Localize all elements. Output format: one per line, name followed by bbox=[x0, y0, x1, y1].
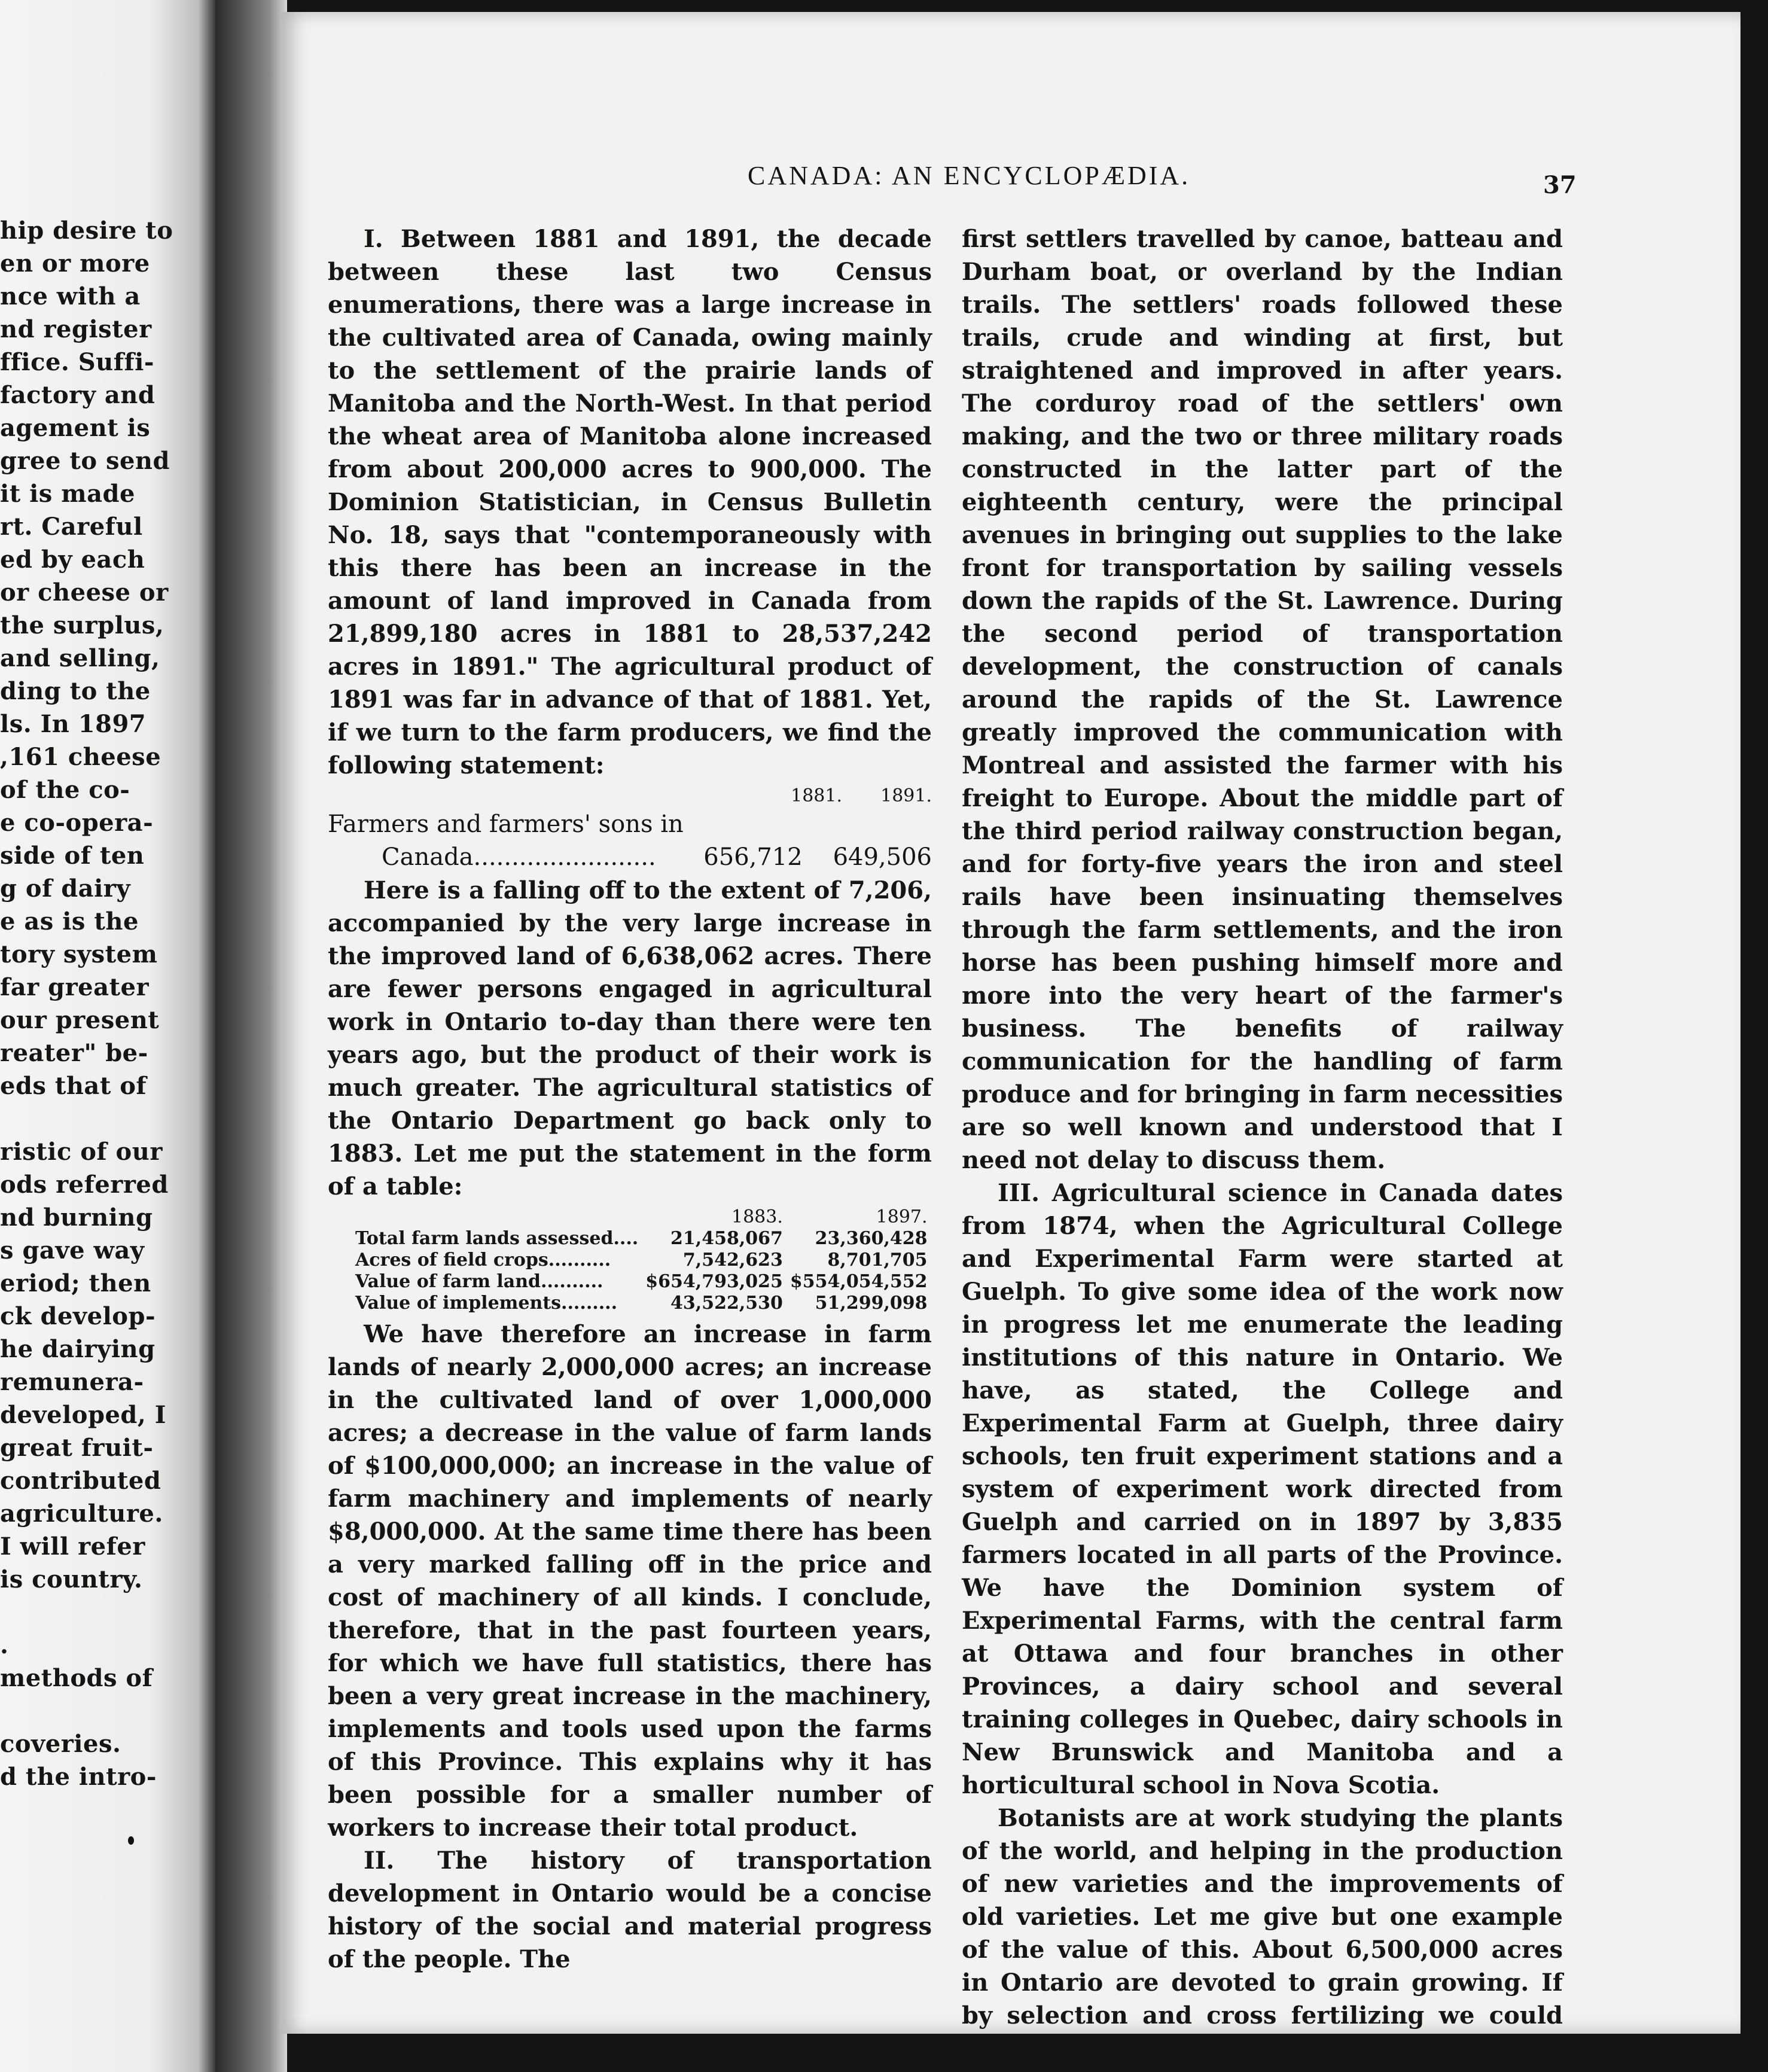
table-header-1883: 1883. bbox=[731, 1206, 783, 1227]
facing-page-line: methods of bbox=[0, 1664, 153, 1692]
facing-page-line: ck develop- bbox=[0, 1302, 156, 1330]
stat-label-line2: Canada........................ bbox=[382, 843, 656, 871]
facing-page-line: our present bbox=[0, 1006, 160, 1034]
facing-page-line: factory and bbox=[0, 381, 156, 409]
facing-page-line: great fruit- bbox=[0, 1434, 154, 1462]
paragraph-botanists: Botanists are at work studying the plants of the world, and helping in the production of new varieties and the improvements of old varieties. Let me give but one example of the value of this. About 6,500,000 acres in Ontario are devoted to grain growing. If by selection and cross fertilizing we could obtain seed grain bbox=[962, 1804, 1563, 2062]
facing-page-line: rt. Careful bbox=[0, 513, 143, 541]
book-gutter bbox=[215, 0, 287, 2072]
table-row bbox=[352, 1250, 931, 1271]
value-1897: $554,054,552 bbox=[789, 1271, 928, 1292]
table-row bbox=[352, 1228, 931, 1250]
paragraph-census-intro: I. Between 1881 and 1891, the decade between these last two Census enumerations, there was a large increase in the cultivated area of Canada, owing mainly to the settlement of the prairie lands of Manitoba and the North-West. In that period the wheat area of Manitoba alone increased from about 200,000 acres to 900,000. The Dominion Statistician, in Census Bulletin No. 18, says that "contemporaneously with this there has been an increase in the amount of land improved in Canada from 21,899,180 acres in 1881 to 28,537,242 acres in 1891." The agricultural product of 1891 was far in advance of that of 1881. Yet, if we turn to the farm producers, we find the following statement: bbox=[328, 225, 932, 779]
stat-year-1881: 1881. bbox=[791, 785, 842, 806]
table-header-blank bbox=[352, 1206, 642, 1228]
stat-farmers-row bbox=[328, 808, 932, 874]
facing-page-line: reater" be- bbox=[0, 1039, 148, 1067]
facing-page-line: eriod; then bbox=[0, 1269, 151, 1297]
table-row bbox=[352, 1293, 931, 1314]
facing-page-line: coveries. bbox=[0, 1730, 121, 1758]
facing-page-line: ,161 cheese bbox=[0, 743, 161, 771]
facing-page-line: g of dairy bbox=[0, 874, 131, 903]
paragraph-conclusion: We have therefore an increase in farm lands of nearly 2,000,000 acres; an increase in the cultivated land of over 1,000,000 acres; a decrease in the value of farm lands of $100,000,000; an increase in the value of farm machinery and implements of nearly $8,000,000. At the same time there has been a very marked falling off in the price and cost of machinery of all kinds. I conclude, therefore, that in the past fourteen years, for which we have full statistics, there has been a very great increase in the machinery, implements and tools used upon the farms of this Province. This explains why it has been possible for a smaller number of workers to increase their total product. bbox=[328, 1320, 932, 1842]
facing-page-line: is country. bbox=[0, 1565, 143, 1593]
facing-page-line: hip desire to bbox=[0, 217, 173, 245]
facing-page-line: far greater bbox=[0, 973, 150, 1001]
facing-page-line: eds that of bbox=[0, 1072, 147, 1100]
value-1897: 51,299,098 bbox=[815, 1293, 928, 1314]
facing-page-line: remunera- bbox=[0, 1368, 144, 1396]
facing-page-line: or cheese or bbox=[0, 578, 169, 607]
facing-page-line: contributed bbox=[0, 1467, 161, 1495]
facing-page-line: nce with a bbox=[0, 282, 141, 310]
facing-page-fragment bbox=[0, 0, 215, 2072]
facing-page-line: agriculture. bbox=[0, 1500, 163, 1528]
facing-page-line: nd register bbox=[0, 315, 152, 343]
facing-page-line: s gave way bbox=[0, 1236, 145, 1264]
stat-value-1891: 649,506 bbox=[833, 843, 932, 871]
facing-page-line: I will refer bbox=[0, 1532, 145, 1561]
facing-page-line: of the co- bbox=[0, 776, 130, 804]
facing-page-line: ls. In 1897 bbox=[0, 710, 147, 738]
page-number: 37 bbox=[1543, 171, 1577, 199]
row-label: Acres of field crops.......... bbox=[355, 1250, 611, 1270]
value-1897: 23,360,428 bbox=[815, 1228, 928, 1249]
facing-page-line: he dairying bbox=[0, 1335, 156, 1363]
paragraph-settlers: first settlers travelled by canoe, batteau and Durham boat, or overland by the Indian trails. The settlers' roads followed these trails, crude and winding at first, but straightened and improved in after years. The corduroy road of the settlers' own making, and the two or three military roads constructed in the latter part of the eighteenth century, were the principal avenues in bringing out supplies to the lake front for transportation by sailing vessels down the rapids of the St. Lawrence. During the second period of transportation development, the construction of canals around the rapids of the St. Lawrence greatly improved the communication with Montreal and assisted the farmer with his freight to Europe. About the middle part of the third period railway construction began, and for forty-five years the iron and steel rails have been insinuating themselves through the farm settlements, and the iron horse has been pushing himself more and more into the very heart of the farmer's business. The benefits of railway communication for the handling of farm produce and for bringing in farm necessities are so well known and understood that I need not delay to discuss them. bbox=[962, 225, 1563, 1174]
ink-speck bbox=[128, 1836, 134, 1845]
value-1883: 43,522,530 bbox=[670, 1293, 783, 1314]
row-label: Value of farm land.......... bbox=[355, 1271, 603, 1292]
stat-year-header bbox=[328, 784, 932, 808]
stat-label-line1: Farmers and farmers' sons in bbox=[328, 810, 684, 838]
facing-page-line: gree to send bbox=[0, 447, 170, 475]
left-text-column bbox=[328, 223, 932, 1976]
table-header-1897: 1897. bbox=[876, 1206, 928, 1227]
paragraph-falling-off: Here is a falling off to the extent of 7,206, accompanied by the very large increase in the improved land of 6,638,062 acres. There are fewer persons engaged in agricultural work in Ontario to-day than there were ten years ago, but the product of their work is much greater. The agricultural statistics of the Ontario Department go back only to 1883. Let me put the statement in the form of a table: bbox=[328, 876, 932, 1200]
value-1883: 21,458,067 bbox=[670, 1228, 783, 1249]
table-row bbox=[352, 1271, 931, 1293]
facing-page-line: side of ten bbox=[0, 842, 145, 870]
stat-value-1881: 656,712 bbox=[703, 843, 803, 871]
value-1883: $654,793,025 bbox=[645, 1271, 783, 1292]
facing-page-line: e co-opera- bbox=[0, 809, 154, 837]
value-1883: 7,542,623 bbox=[682, 1250, 783, 1270]
right-text-column bbox=[962, 223, 1563, 2065]
ontario-statistics-table bbox=[352, 1206, 931, 1314]
row-label: Value of implements......... bbox=[355, 1293, 618, 1314]
facing-page-line: tory system bbox=[0, 940, 158, 968]
row-label: Total farm lands assessed.... bbox=[355, 1228, 639, 1249]
facing-page-line: ods referred bbox=[0, 1171, 169, 1199]
facing-page-line: ristic of our bbox=[0, 1138, 163, 1166]
facing-page-line: en or more bbox=[0, 249, 150, 278]
stat-year-1891: 1891. bbox=[880, 785, 932, 806]
paragraph-transportation-start: II. The history of transportation development in Ontario would be a concise history of the social and material progress of the people. The bbox=[328, 1846, 932, 1973]
facing-page-line: . bbox=[0, 1631, 9, 1659]
facing-page-line: ffice. Suffi- bbox=[0, 348, 154, 376]
running-title: CANADA: AN ENCYCLOPÆDIA. bbox=[748, 161, 1191, 190]
facing-page-line: d the intro- bbox=[0, 1763, 157, 1791]
facing-page-line: it is made bbox=[0, 480, 135, 508]
facing-page-line: and selling, bbox=[0, 644, 160, 672]
facing-page-line: e as is the bbox=[0, 907, 139, 936]
facing-page-line: agement is bbox=[0, 414, 151, 442]
facing-page-line: ed by each bbox=[0, 546, 145, 574]
facing-page-line: nd burning bbox=[0, 1203, 153, 1232]
facing-page-line: ding to the bbox=[0, 677, 151, 705]
facing-page-line: developed, I bbox=[0, 1401, 166, 1429]
paragraph-agricultural-science: III. Agricultural science in Canada dates from 1874, when the Agricultural College and Experimental Farm were started at Guelph. To give some idea of the work now in progress let me enumerate the leading institutions of this nature in Ontario. We have, as stated, the College and Experimental Farm at Guelph, three dairy schools, ten fruit experiment stations and a system of experiment work directed from Guelph and carried on in 1897 by 3,835 farmers located in all parts of the Province. We have the Dominion system of Experimental Farms, with the central farm at Ottawa and four branches in other Provinces, a dairy school and several training colleges in Quebec, dairy schools in New Brunswick and Manitoba and a horticultural school in Nova Scotia. bbox=[962, 1179, 1563, 1799]
value-1897: 8,701,705 bbox=[827, 1250, 928, 1270]
facing-page-line: the surplus, bbox=[0, 611, 164, 639]
